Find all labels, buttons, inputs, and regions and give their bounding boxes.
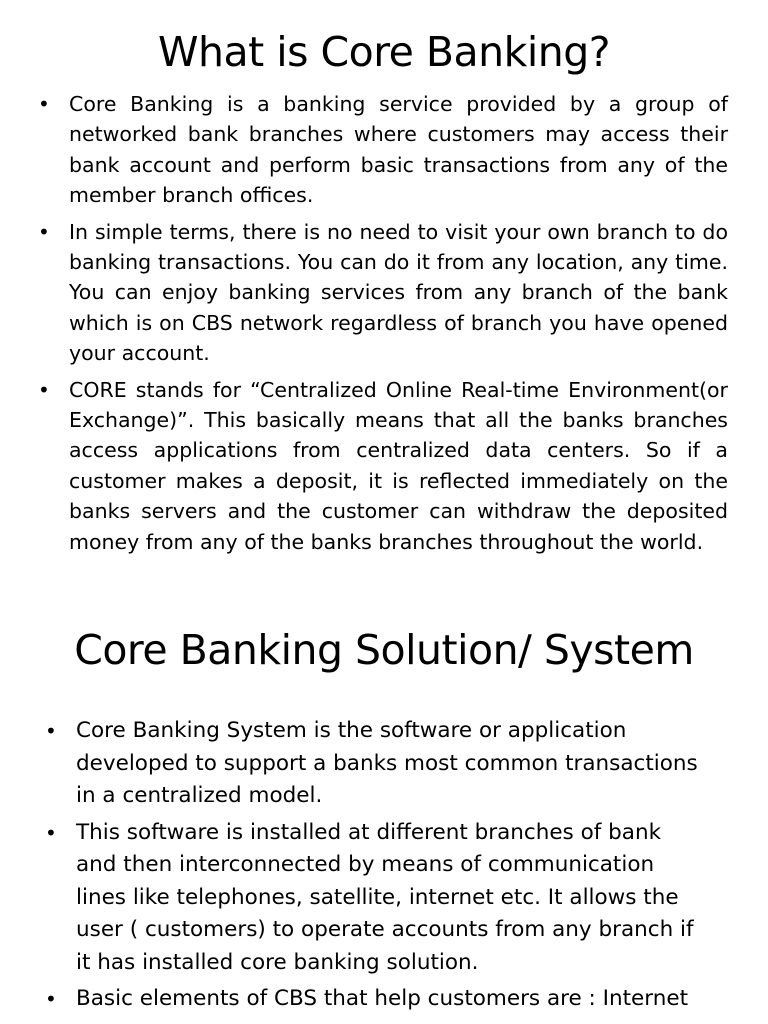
bullet-item [38, 375, 728, 557]
bullet-text: Core Banking System is the software or application developed to support a banks most common transactions in a centralized model. [76, 718, 698, 808]
bullet-item [45, 715, 705, 813]
bullet-item [38, 89, 728, 211]
slide-title: What is Core Banking? [157, 28, 611, 76]
bullet-icon: • [45, 987, 57, 1011]
bullet-icon: • [38, 219, 50, 244]
slide-title: Core Banking Solution/ System [74, 626, 694, 674]
bullet-list [38, 89, 728, 563]
bullet-text: In simple terms, there is no need to visit your own branch to do banking transactions. You can do it from any location, any time. You can enjoy banking services from any branch of the bank which is on CBS network regardless of branch you have opened your account. [69, 219, 728, 366]
bullet-text: Core Banking is a banking service provided by a group of networked bank branches where customers may access their bank account and perform basic transactions from any of the member branch offices. [69, 92, 728, 208]
bullet-icon: • [38, 92, 50, 116]
bullet-list [45, 715, 705, 1020]
bullet-text: CORE stands for “Centralized Online Real-time Environment(or Exchange)”. This basically means that all the banks branches access applications from centralized data centers. So if a customer makes a deposit, it is reflected immediately on the banks servers and the customer can withdraw the deposited money from any of the banks branches throughout the world. [69, 377, 728, 554]
bullet-icon: • [45, 719, 57, 743]
bullet-text: This software is installed at different branches of bank and then interconnected by means of communication lines like telephones, satellite, internet etc. It allows the user ( customers) to operate accounts from any branch if it has installed core banking solution. [76, 819, 694, 975]
bullet-item [45, 983, 705, 1016]
bullet-item [38, 217, 728, 369]
bullet-item [45, 817, 705, 980]
bullet-icon: • [45, 820, 57, 845]
slide-core-banking-solution [0, 590, 768, 1024]
bullet-text: Basic elements of CBS that help customers are : Internet [76, 986, 689, 1011]
bullet-icon: • [38, 377, 50, 402]
